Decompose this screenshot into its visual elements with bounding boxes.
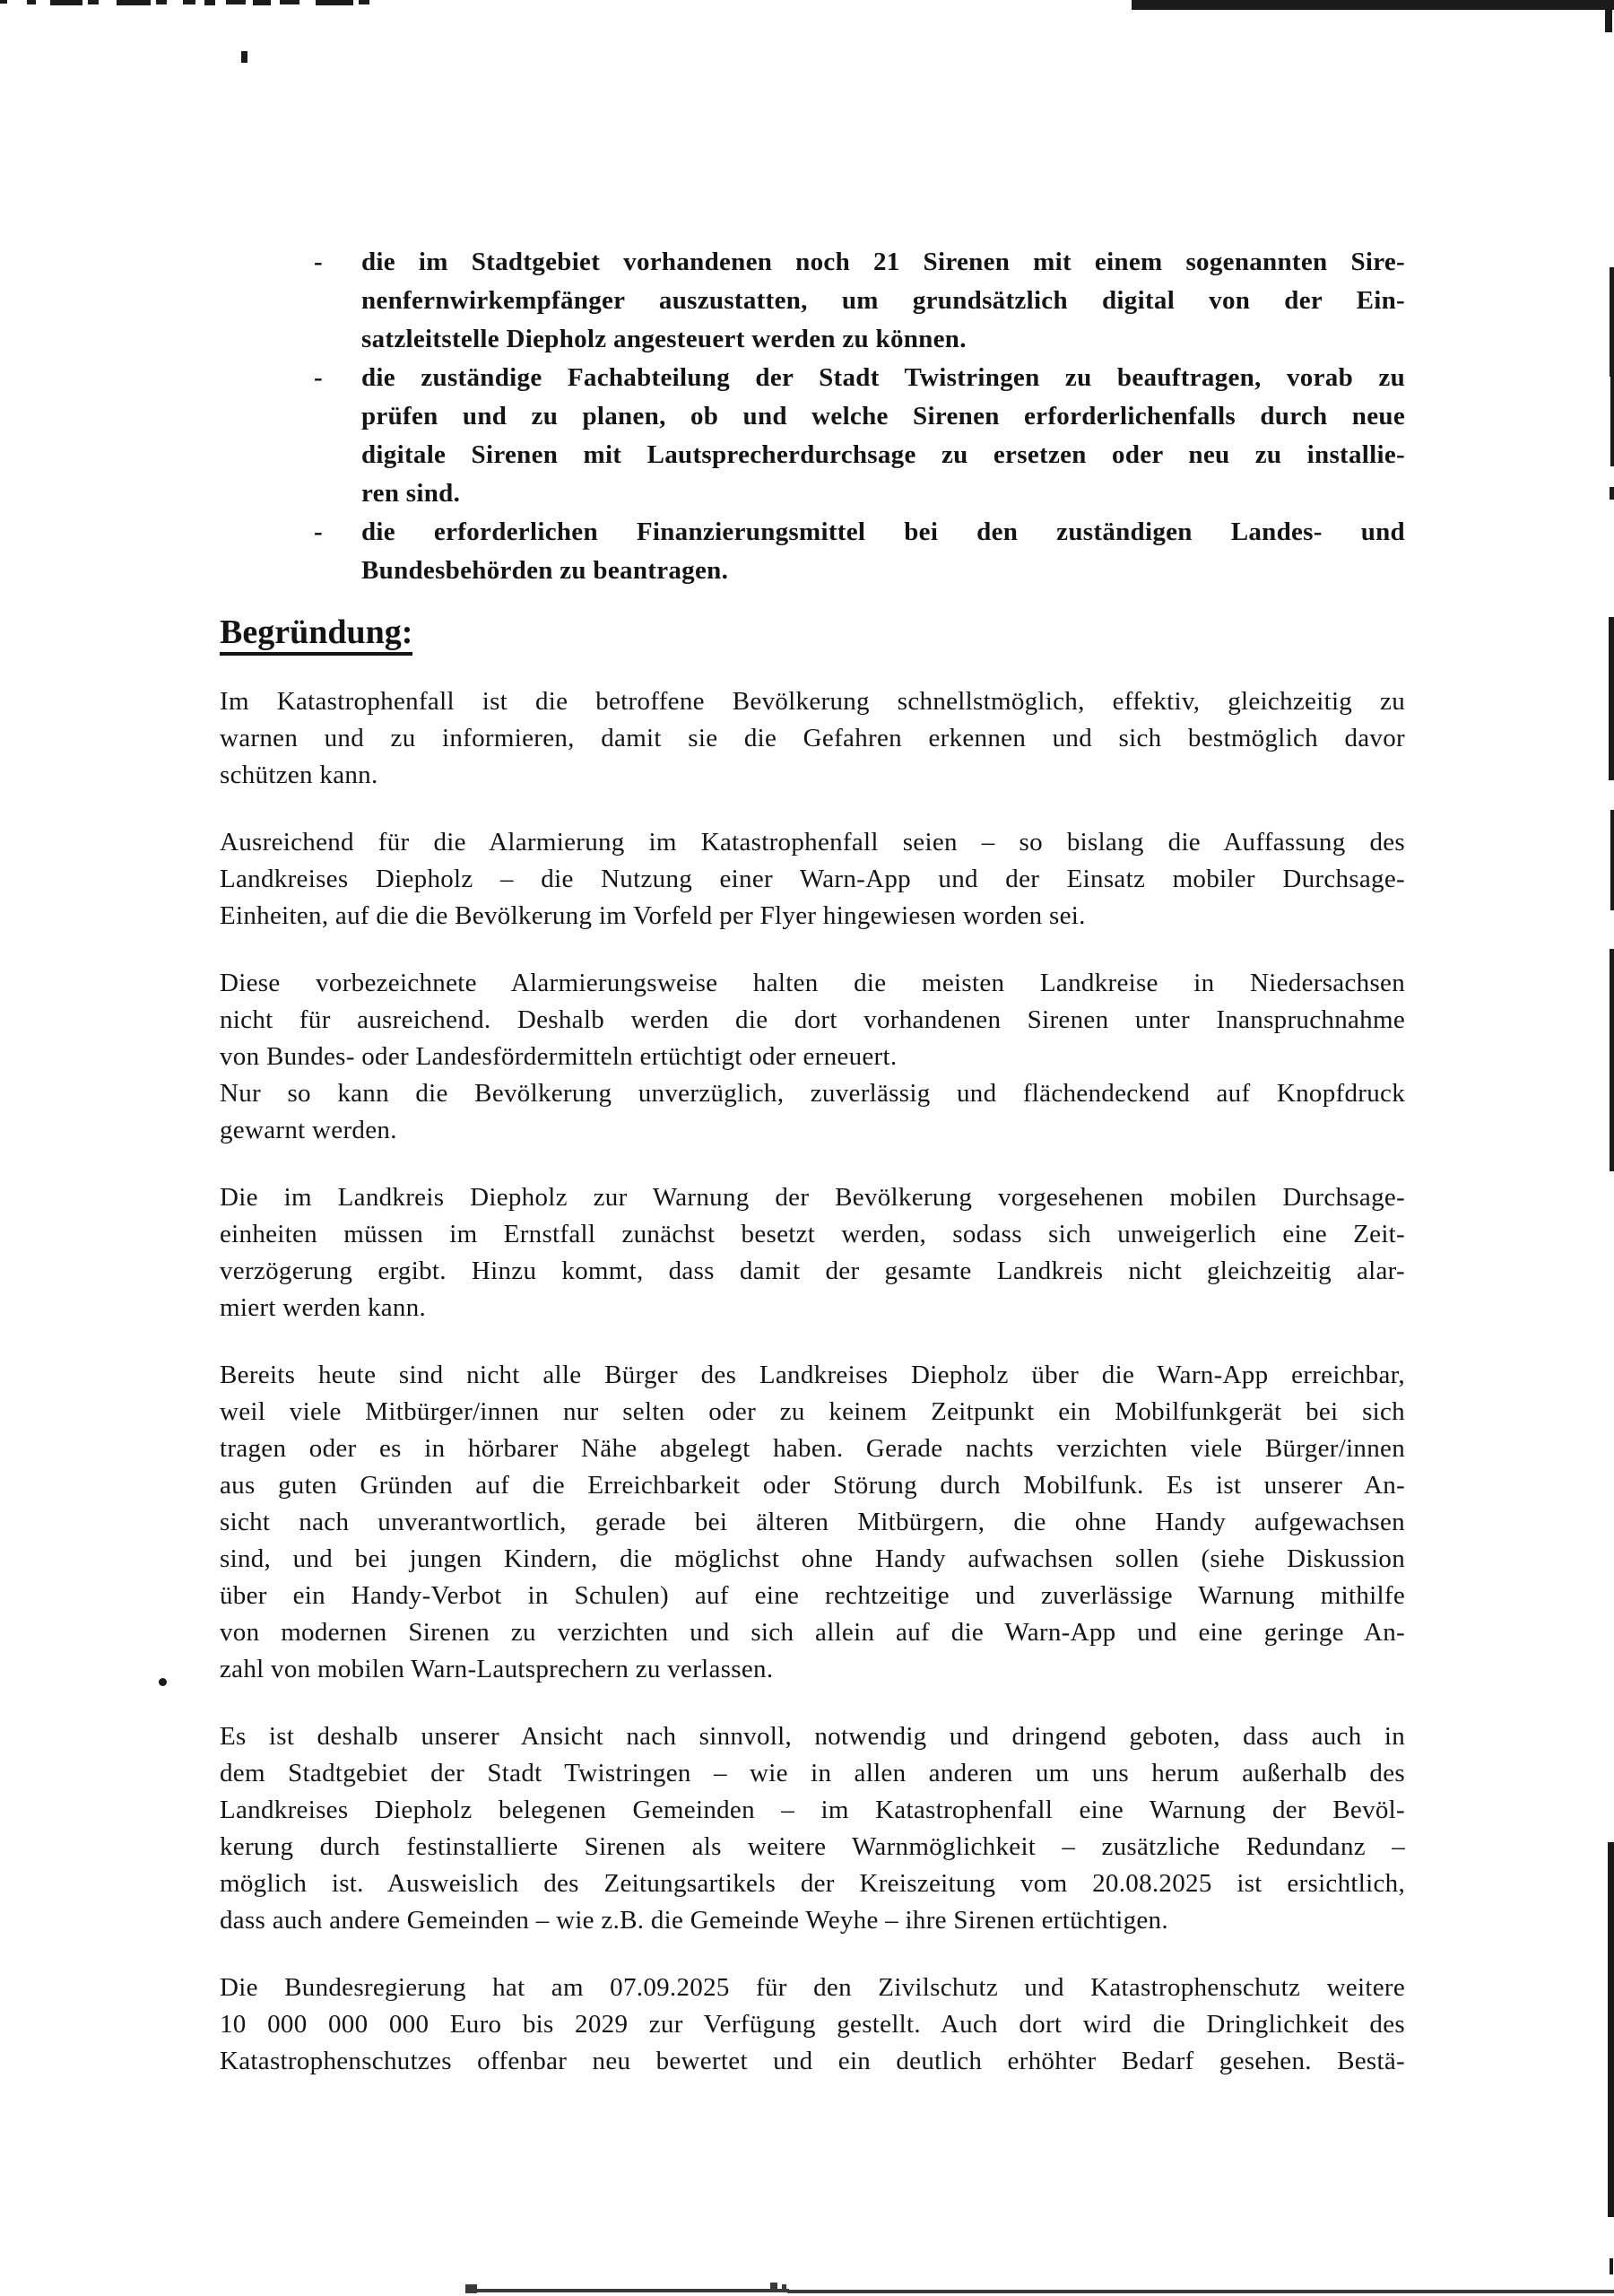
section-heading — [220, 612, 1405, 653]
scan-edge-line — [1605, 0, 1612, 32]
text-line: die im Stadtgebiet vorhandenen noch 21 Sirenen mit einem sogenannten Sire- — [361, 248, 1405, 276]
text-line: die zuständige Fachabteilung der Stadt Twistringen zu beauftragen, vorab zu — [361, 363, 1405, 392]
text-line: Bereits heute sind nicht alle Bürger des Landkreises Diepholz über die Warn-App erreichbar, — [220, 1361, 1405, 1389]
text-line: digitale Sirenen mit Lautsprecherdurchsage zu ersetzen oder neu zu installie- — [361, 440, 1405, 469]
text-line: aus guten Gründen auf die Erreichbarkeit oder Störung durch Mobilfunk. Es ist unserer An- — [220, 1471, 1405, 1500]
text-line: zahl von mobilen Warn-Lautsprechern zu verlassen. — [220, 1655, 774, 1683]
bottom-rule-notch — [770, 2283, 777, 2289]
scan-speck — [241, 51, 247, 63]
paragraph — [220, 1357, 1405, 1688]
text-line: miert werden kann. — [220, 1293, 427, 1322]
text-line: sind, und bei jungen Kindern, die möglichst ohne Handy aufwachsen sollen (siehe Diskussion — [220, 1544, 1405, 1573]
text-line: verzögerung ergibt. Hinzu kommt, dass damit der gesamte Landkreis nicht gleichzeitig alar- — [220, 1257, 1405, 1285]
text-line: Die im Landkreis Diepholz zur Warnung der Bevölkerung vorgesehenen mobilen Durchsage- — [220, 1183, 1405, 1212]
bullet-list — [220, 243, 1405, 590]
scan-artifact-dash — [204, 0, 215, 5]
text-line: Es ist deshalb unserer Ansicht nach sinnvoll, notwendig und dringend geboten, dass auch in — [220, 1722, 1405, 1751]
text-line: Ausreichend für die Alarmierung im Katastrophenfall seien – so bislang die Auffassung des — [220, 828, 1405, 857]
document-body — [220, 243, 1405, 2080]
text-line: von Bundes- oder Landesfördermitteln ertüchtigt oder erneuert. — [220, 1042, 898, 1071]
text-line: warnen und zu informieren, damit sie die Gefahren erkennen und sich bestmöglich davor — [220, 724, 1405, 752]
scan-artifact-dash — [359, 0, 369, 4]
scan-artifact-dash — [183, 0, 195, 4]
scan-edge-line — [1610, 810, 1614, 910]
text-line: weil viele Mitbürger/innen nur selten oder zu keinem Zeitpunkt ein Mobilfunkgerät bei sich — [220, 1397, 1405, 1426]
text-line: sicht nach unverantwortlich, gerade bei älteren Mitbürgern, die ohne Handy aufgewachsen — [220, 1508, 1405, 1536]
text-line: dem Stadtgebiet der Stadt Twistringen – wie in allen anderen um uns herum außerhalb des — [220, 1759, 1405, 1787]
bullet-item — [314, 359, 1405, 513]
scan-artifact-dash — [117, 0, 151, 5]
text-line: dass auch andere Gemeinden – wie z.B. die Gemeinde Weyhe – ihre Sirenen ertüchtigen. — [220, 1906, 1168, 1935]
text-line: die erforderlichen Finanzierungsmittel bei den zuständigen Landes- und — [361, 517, 1405, 546]
text-line: tragen oder es in hörbarer Nähe abgelegt haben. Gerade nachts verzichten viele Bürger/innen — [220, 1434, 1405, 1463]
bullet-dash: - — [314, 363, 323, 392]
scan-edge-line — [1610, 377, 1614, 466]
scan-speck — [159, 1678, 167, 1686]
scan-edge-line — [1610, 487, 1614, 500]
scan-artifact-dash — [156, 0, 167, 4]
scan-artifact-dash — [226, 0, 246, 4]
paragraph — [220, 683, 1405, 794]
paragraph — [220, 1179, 1405, 1326]
bottom-rule — [473, 2289, 789, 2292]
text-line: 10 000 000 000 Euro bis 2029 zur Verfügung gestellt. Auch dort wird die Dringlichkeit des — [220, 2010, 1405, 2039]
scan-edge-line — [1610, 949, 1614, 1171]
section-heading-text: Begründung: — [220, 613, 412, 656]
text-line: satzleitstelle Diepholz angesteuert werden zu können. — [361, 325, 967, 353]
text-line: über ein Handy-Verbot in Schulen) auf eine rechtzeitige und zuverlässige Warnung mithilfe — [220, 1581, 1405, 1610]
text-line: schützen kann. — [220, 761, 378, 789]
bullet-dash: - — [314, 248, 323, 276]
paragraph — [220, 1970, 1405, 2080]
bullet-item — [314, 243, 1405, 359]
text-line: nicht für ausreichend. Deshalb werden die dort vorhandenen Sirenen unter Inanspruchnahme — [220, 1005, 1405, 1034]
text-line: Bundesbehörden zu beantragen. — [361, 556, 729, 585]
scan-artifact-dash — [0, 0, 7, 4]
text-line: nenfernwirkempfänger auszustatten, um grundsätzlich digital von der Ein- — [361, 286, 1405, 315]
bullet-item — [314, 513, 1405, 590]
text-line: gewarnt werden. — [220, 1116, 397, 1144]
scan-edge-line — [1610, 267, 1614, 377]
text-line: kerung durch festinstallierte Sirenen als weitere Warnmöglichkeit – zusätzliche Redundanz – — [220, 1832, 1405, 1861]
scan-edge-line — [1608, 1842, 1614, 2217]
scan-artifact-dash — [50, 0, 82, 5]
paragraph — [220, 965, 1405, 1149]
scan-artifact-dash — [88, 0, 99, 4]
text-line: von modernen Sirenen zu verzichten und sich allein auf die Warn-App und eine geringe An- — [220, 1618, 1405, 1647]
scan-edge-line — [1610, 2258, 1613, 2274]
text-line: Im Katastrophenfall ist die betroffene Bevölkerung schnellstmöglich, effektiv, gleichzeitig zu — [220, 687, 1405, 716]
text-line: Nur so kann die Bevölkerung unverzüglich, zuverlässig und flächendeckend auf Knopfdruck — [220, 1079, 1405, 1108]
scan-artifact-dash — [27, 0, 36, 4]
text-line: prüfen und zu planen, ob und welche Sirenen erforderlichenfalls durch neue — [361, 402, 1405, 430]
text-line: Diese vorbezeichnete Alarmierungsweise halten die meisten Landkreise in Niedersachsen — [220, 969, 1405, 997]
text-line: Die Bundesregierung hat am 07.09.2025 für den Zivilschutz und Katastrophenschutz weitere — [220, 1973, 1405, 2002]
scan-artifact-dash — [316, 0, 353, 5]
scan-edge-line — [1609, 617, 1614, 780]
scan-artifact-dash — [280, 0, 299, 4]
text-line: ren sind. — [361, 479, 461, 508]
text-line: Einheiten, auf die die Bevölkerung im Vorfeld per Flyer hingewiesen worden sei. — [220, 901, 1086, 930]
scan-artifact-dash — [253, 0, 271, 5]
text-line: Landkreises Diepholz – die Nutzung einer Warn-App und der Einsatz mobiler Durchsage- — [220, 865, 1405, 893]
text-line: einheiten müssen im Ernstfall zunächst besetzt werden, sodass sich unweigerlich eine Zeit- — [220, 1220, 1405, 1248]
bullet-dash: - — [314, 517, 323, 546]
bottom-rule-notch — [782, 2284, 786, 2289]
scan-artifact-top-bar — [1132, 0, 1614, 10]
paragraph — [220, 824, 1405, 935]
bottom-rule — [787, 2290, 1614, 2293]
text-line: möglich ist. Ausweislich des Zeitungsartikels der Kreiszeitung vom 20.08.2025 ist ersichtlich, — [220, 1869, 1405, 1898]
text-line: Katastrophenschutzes offenbar neu bewertet und ein deutlich erhöhter Bedarf gesehen. Bestä- — [220, 2047, 1405, 2075]
text-line: Landkreises Diepholz belegenen Gemeinden – im Katastrophenfall eine Warnung der Bevöl- — [220, 1796, 1405, 1824]
paragraph — [220, 1718, 1405, 1939]
